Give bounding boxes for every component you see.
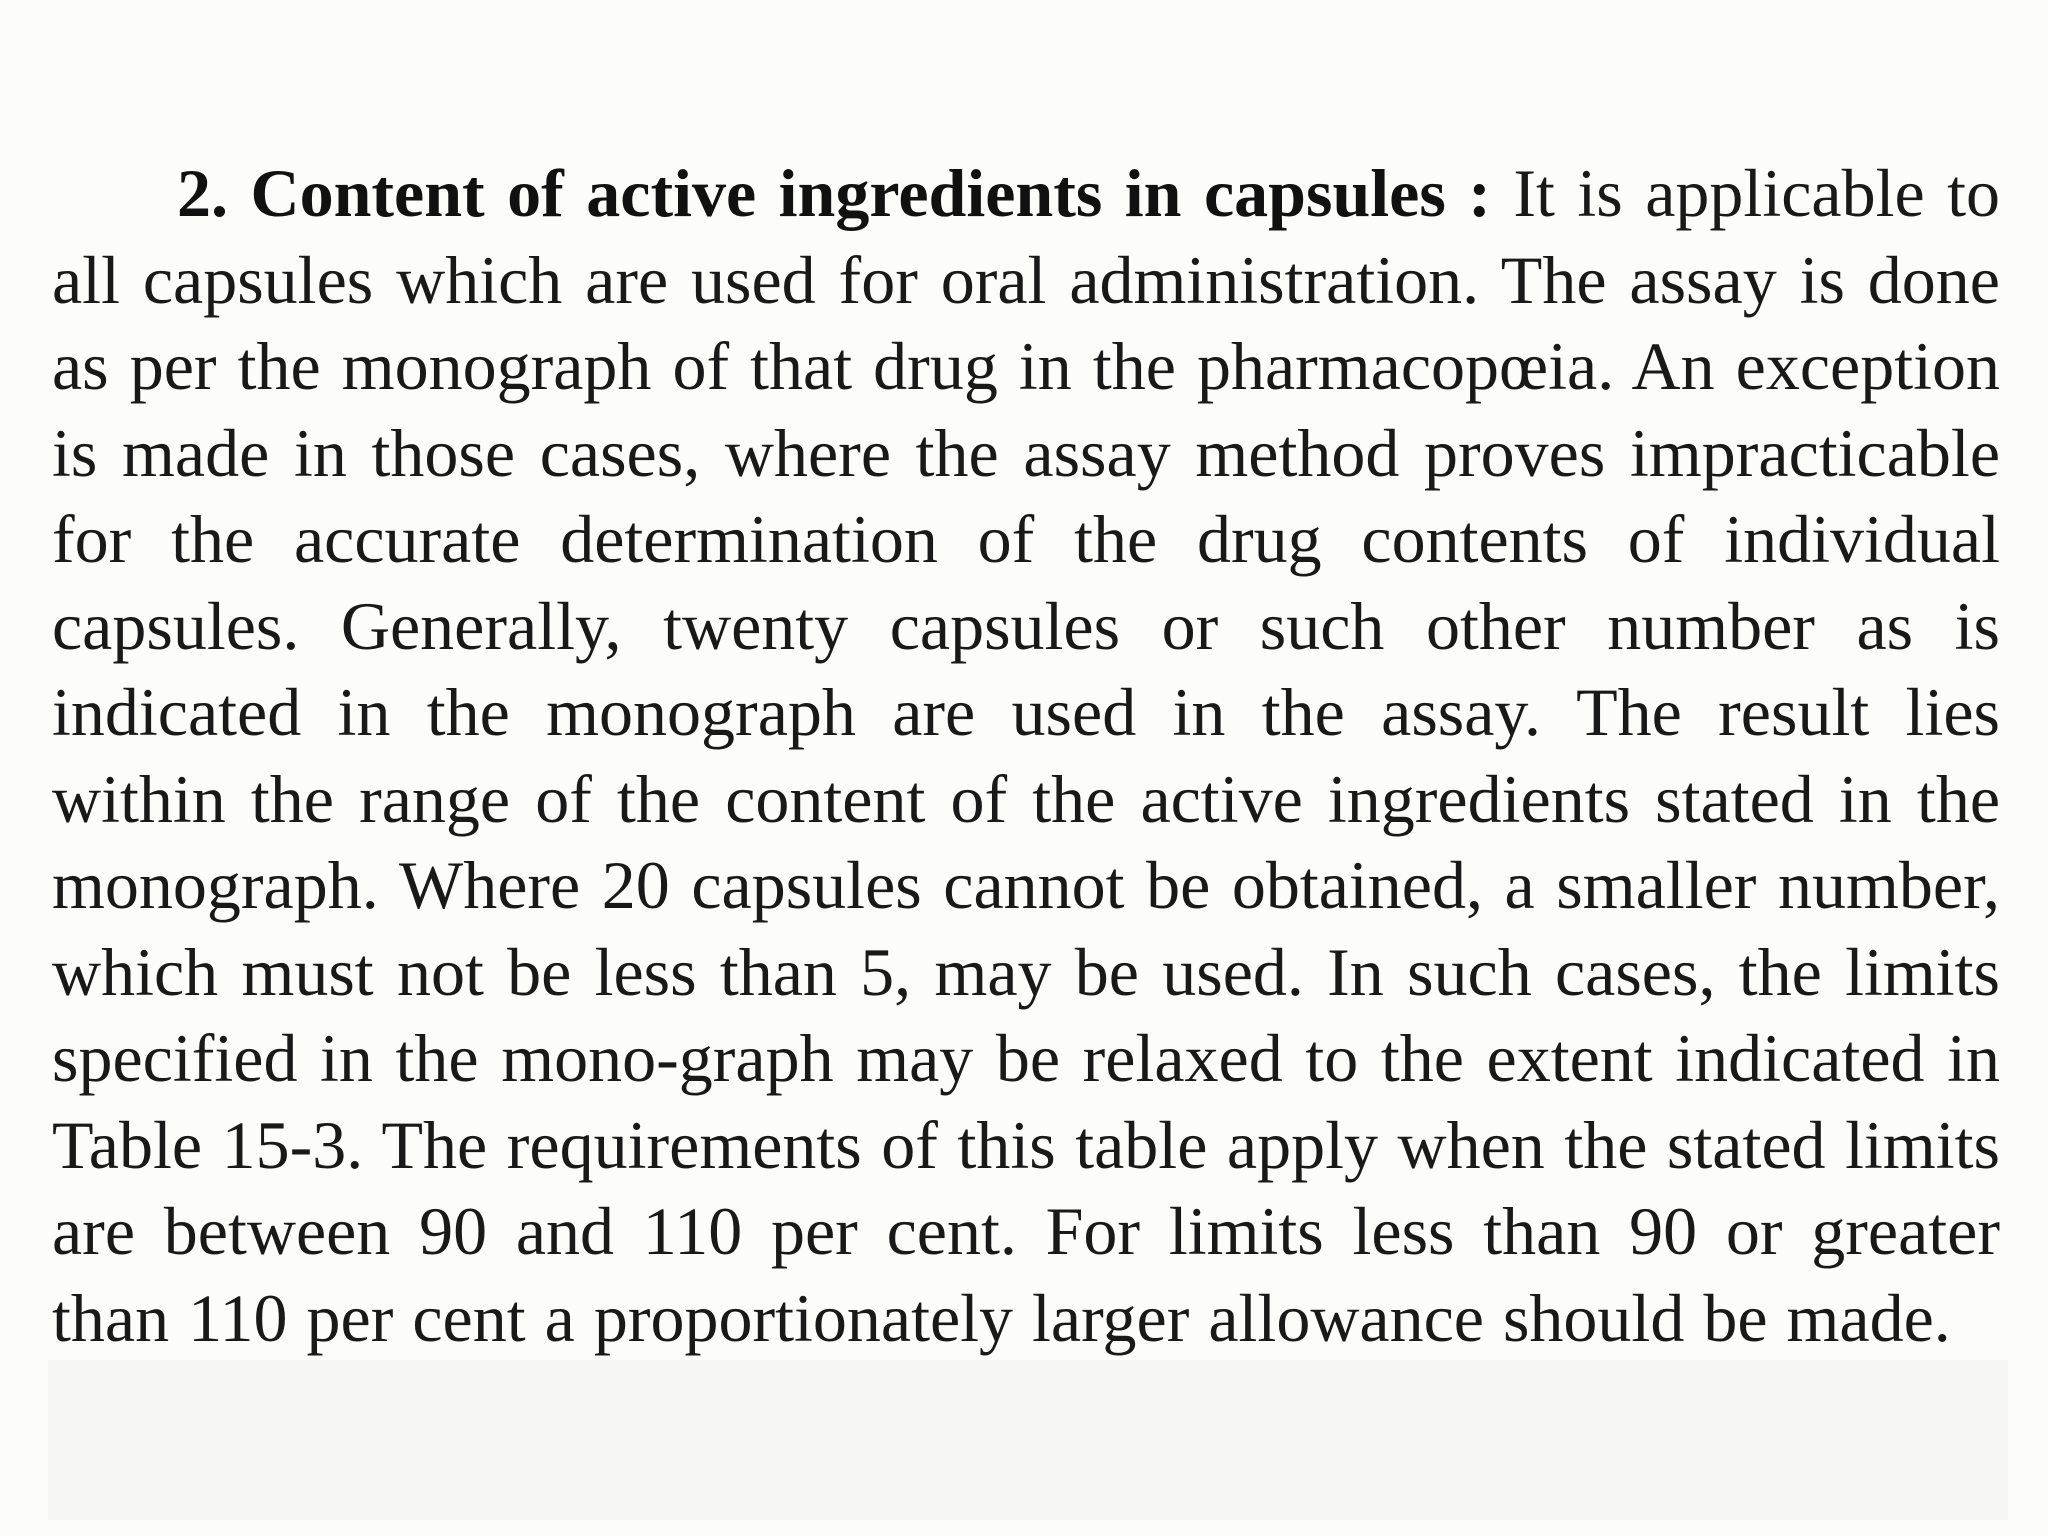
section-title: Content of active ingredients in capsules : (250, 155, 1491, 231)
section-number: 2. (177, 155, 228, 231)
section-heading (177, 155, 1491, 231)
paragraph-body: It is applicable to all capsules which are used for oral administration. The assay is done as per the monograph of that drug in the pharmacopœia. An exception is made in those cases, where the assay method proves impracticable for the accurate determination of the drug contents of individual capsules. Generally, twenty capsules or such other number as is indicated in the monograph are used in the assay. The result lies within the range of the content of the active ingredients stated in the monograph. Where 20 capsules cannot be obtained, a smaller number, which must not be less than 5, may be used. In such cases, the limits specified in the mono-graph may be relaxed to the extent indicated in Table 15-3. The requirements of this table apply when the stated limits are between 90 and 110 per cent. For limits less than 90 or greater than 110 per cent a proportionately larger allowance should be made. (52, 155, 2001, 1356)
paragraph (52, 150, 2000, 1361)
